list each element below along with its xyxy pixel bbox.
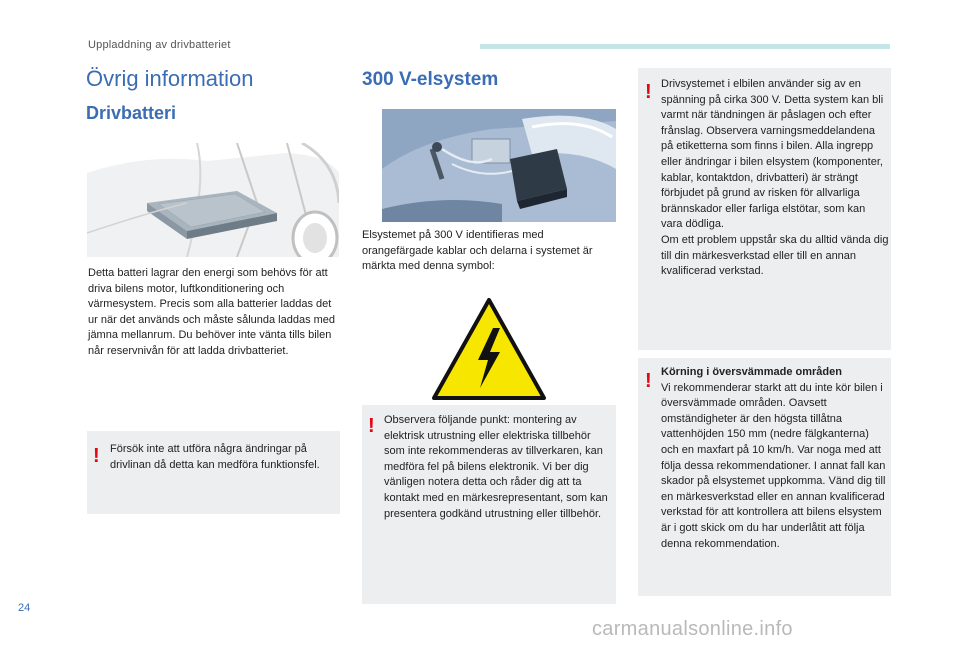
elsystem-body: Elsystemet på 300 V identifieras med orangefärgade kablar och delarna i systemet är märkta med denna symbol:: [362, 229, 593, 273]
section-header: Uppladdning av drivbatteriet: [88, 39, 231, 51]
warning-text-voltage: Drivsystemet i elbilen använder sig av en spänning på cirka 300 V. Detta system kan bli varmt när tändningen är påslagen och efter frånslag. Observera varningsmeddelandena på etiketterna som finns i bilen. Alla ingrepp eller ändringar i bilen elsystem (komponenter, kablar, kontaktdon, drivbatteri) är strängt förbjudet på grund av risken för allvarliga brännskador eller farliga elstötar, som kan vara dödliga. Om ett problem uppstår ska du alltid vända dig till din märkesverkstad eller till en annan kvalificerad verkstad.: [661, 78, 889, 278]
engine-illustration: [382, 109, 616, 222]
warning-text-modification: Försök inte att utföra några ändringar på drivlinan då detta kan medföra funktionsfel.: [110, 443, 320, 471]
drivbatteri-body: Detta batteri lagrar den energi som behövs för att driva bilens motor, luftkonditionering och värmesystem. Precis som alla batterier laddas det ur när det används och måste sålunda laddas med jämna mellanrum. Du behöver inte vänta tills bilen når reservnivån för att ladda drivbatteriet.: [88, 267, 336, 357]
page-number: 24: [18, 602, 31, 614]
watermark: carmanualsonline.info: [592, 618, 793, 640]
warning-flooding: [661, 365, 889, 552]
warning-icon: !: [368, 415, 375, 437]
header-bar: [480, 44, 890, 49]
warning-text-flooding: Vi rekommenderar starkt att du inte kör bilen i översvämmade områden. Oavsett omständigheter är den högsta tillåtna vattenhöjden 150 mm (nedre fälgkanterna) och en maxfart på 10 km/h. Var noga med att följa dessa rekommendationer. I annat fall kan skador på elsystemet uppkomma. Vänd dig till en märkesverkstad eller en annan kvalificerad verkstad för att kontrollera att bilens elsystem är i gott skick om du har underlåtit att följa denna rekommendation.: [661, 381, 886, 550]
warning-icon: !: [645, 370, 652, 392]
section-title-300v: 300 V-elsystem: [362, 69, 499, 90]
warning-icon: !: [93, 445, 100, 467]
section-title-drivbatteri: Drivbatteri: [86, 103, 177, 123]
warning-title-flooding: Körning i översvämmade områden: [661, 366, 842, 378]
warning-icon: !: [645, 81, 652, 103]
warning-text-accessories: Observera följande punkt: montering av elektrisk utrustning eller elektriska tillbehör som inte rekommenderas av tillverkaren, kan medföra fel på bilens elektronik. Vi ber dig vänligen notera detta och råder dig att ta kontakt med en märkesrepresentant, som kan presentera godkänd utrustning eller tillbehör.: [384, 414, 608, 520]
page-title: Övrig information: [86, 66, 254, 91]
high-voltage-symbol-icon: [430, 296, 548, 404]
battery-illustration: [87, 143, 339, 257]
